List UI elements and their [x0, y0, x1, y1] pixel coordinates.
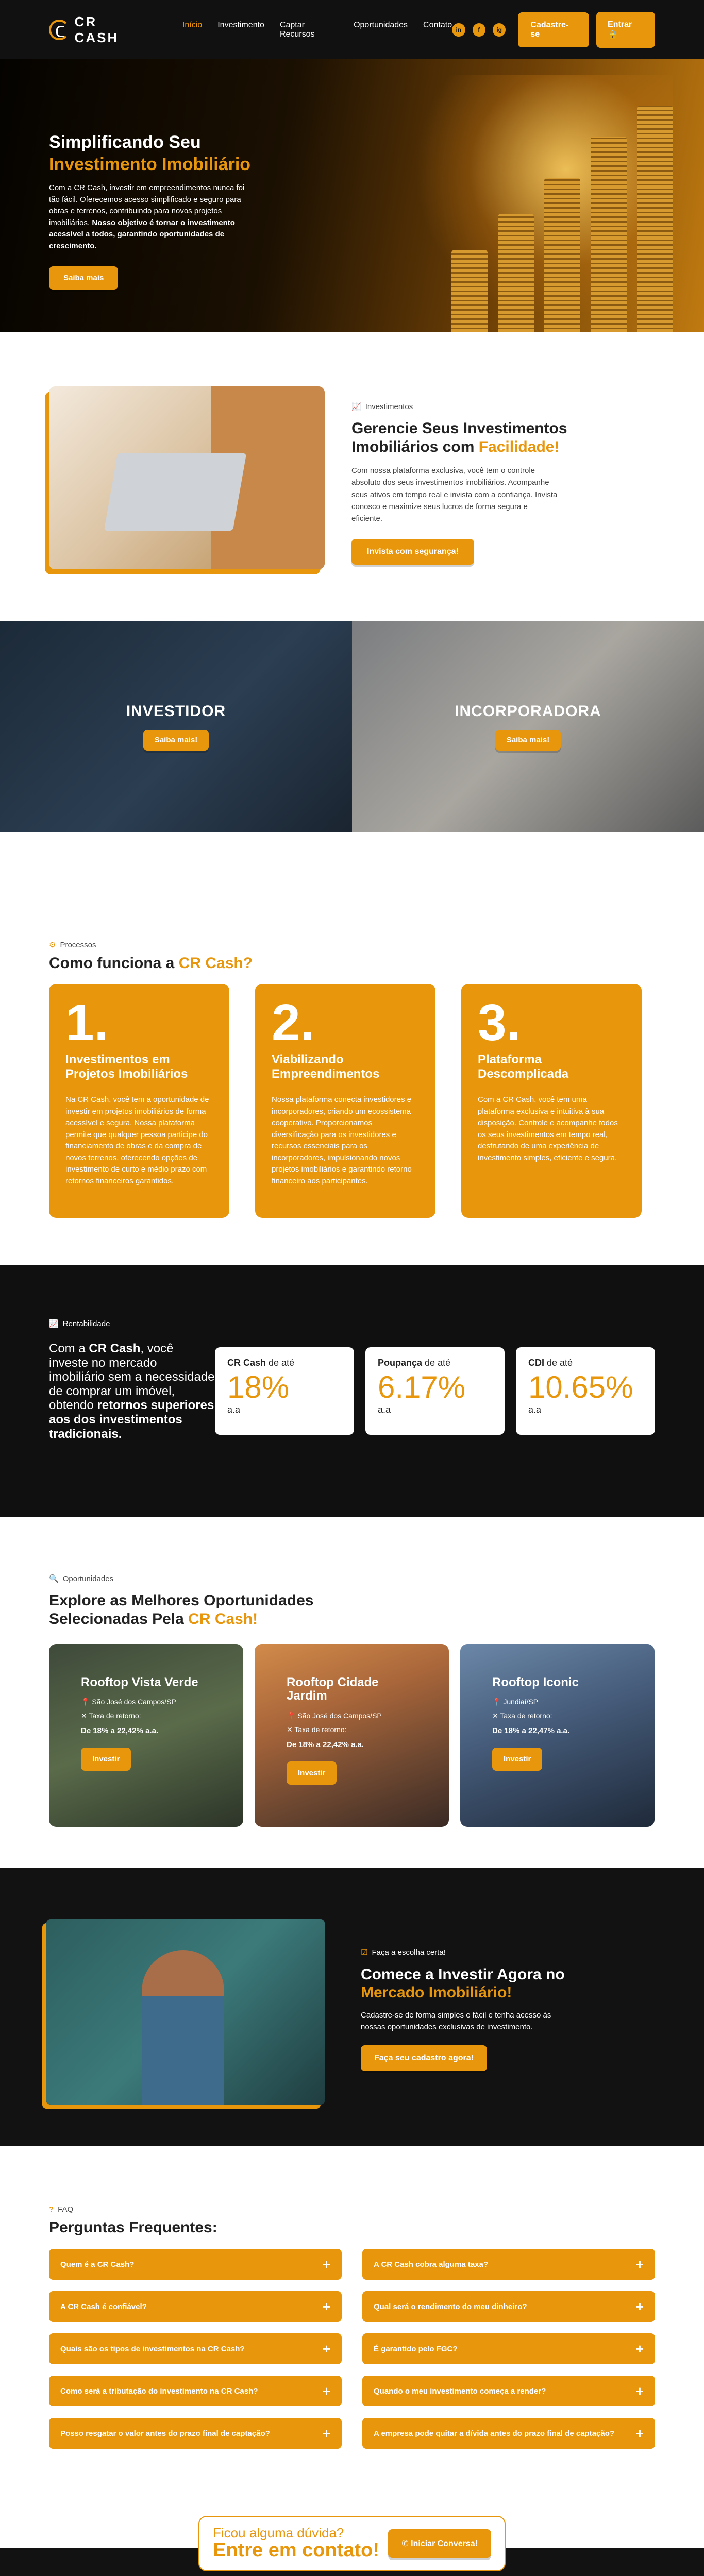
rate-value: 10.65%	[528, 1370, 633, 1404]
project-location: 📍 Jundiaí/SP	[492, 1698, 539, 1706]
photo-person	[142, 1950, 224, 2105]
project-name: Rooftop Cidade Jardim	[287, 1675, 379, 1703]
close-icon: ✕	[287, 1725, 293, 1734]
profitability-section	[0, 1265, 704, 1517]
pin-icon: 📍	[492, 1698, 501, 1706]
opportunity-card: Rooftop Vista Verde 📍 São José dos Campos/SP ✕ Taxa de retorno: De 18% a 22,42% a.a. Investir	[49, 1644, 243, 1827]
check-icon: ☑	[361, 1948, 368, 1957]
pin-icon: 📍	[287, 1711, 296, 1720]
pin-icon: 📍	[81, 1698, 90, 1706]
plus-icon: +	[635, 2341, 644, 2357]
card-text: Com a CR Cash, você tem uma plataforma exclusiva e intuitiva à sua disposição. Controle e acompanhe todos os seus investimentos em tempo real, desfrutando de uma experiência de investimento simples, eficiente e segura.	[478, 1095, 618, 1162]
rate-box-poupanca: Poupança de até 6.17% a.a	[365, 1347, 505, 1435]
plus-icon: +	[322, 2425, 330, 2441]
header-actions	[452, 12, 655, 48]
faq-item[interactable]: A empresa pode quitar a dívida antes do prazo final de captação? +	[362, 2418, 655, 2449]
manage-text: Com nossa plataforma exclusiva, você tem o controle absoluto dos seus investimentos imobiliários. Acompanhe seus ativos em tempo real e invista com a confiança. Invista conosco e maximize seus lucros de forma segura e eficiente.	[351, 466, 558, 523]
contact-banner: Ficou alguma dúvida? Entre em contato! ✆ Iniciar Conversa!	[198, 2516, 506, 2571]
plus-icon: +	[635, 2256, 644, 2272]
hero-title: Simplificando Seu Investimento Imobiliário	[49, 132, 251, 174]
cta-text: Cadastre-se de forma simples e fácil e tenha acesso às nossas oportunidades exclusivas de investimento.	[361, 2011, 551, 2031]
project-rate: De 18% a 22,47% a.a.	[492, 1726, 570, 1736]
invest-safely-button[interactable]: Invista com segurança!	[351, 539, 474, 565]
lock-icon: 🔒	[608, 30, 618, 39]
faq-item[interactable]: Quando o meu investimento começa a render? +	[362, 2376, 655, 2406]
hero-section	[0, 59, 704, 332]
nav-oportunidades[interactable]: Oportunidades	[354, 20, 408, 29]
invest-button[interactable]: Investir	[492, 1748, 542, 1771]
process-card	[255, 984, 435, 1218]
faq-eyebrow: ? FAQ	[49, 2205, 74, 2214]
faq-item[interactable]: Qual será o rendimento do meu dinheiro? +	[362, 2291, 655, 2322]
audience-section	[0, 621, 704, 832]
nav-captar-recursos[interactable]: Captar Recursos	[279, 20, 315, 39]
faq-item[interactable]: É garantido pelo FGC? +	[362, 2333, 655, 2364]
faq-item[interactable]: Quais são os tipos de investimentos na CR Cash? +	[49, 2333, 342, 2364]
nav-contato[interactable]: Contato	[423, 20, 452, 29]
whatsapp-icon: ✆	[401, 2539, 409, 2548]
rate-box-cdi: CDI de até 10.65% a.a	[516, 1347, 655, 1435]
faq-item[interactable]: A CR Cash é confiável? +	[49, 2291, 342, 2322]
rent-eyebrow: 📈 Rentabilidade	[49, 1319, 110, 1328]
cta-eyebrow: ☑ Faça a escolha certa!	[361, 1947, 446, 1957]
rate-value: 18%	[227, 1370, 290, 1404]
developer-title: INCORPORADORA	[455, 702, 601, 720]
chart-icon: 📈	[351, 402, 361, 411]
invest-button[interactable]: Investir	[287, 1761, 337, 1785]
investor-learn-more-button[interactable]: Saiba mais!	[143, 730, 209, 751]
chart-icon: 📈	[49, 1319, 59, 1328]
card-number: 3.	[478, 994, 521, 1052]
process-eyebrow: ⚙ Processos	[49, 940, 96, 950]
process-card	[49, 984, 229, 1218]
faq-item[interactable]: Posso resgatar o valor antes do prazo final de captação? +	[49, 2418, 342, 2449]
process-icon: ⚙	[49, 941, 56, 950]
project-rate: De 18% a 22,42% a.a.	[81, 1726, 159, 1736]
man-with-phone-photo	[46, 1919, 325, 2105]
developer-learn-more-button[interactable]: Saiba mais!	[495, 730, 561, 751]
faq-item[interactable]: A CR Cash cobra alguma taxa? +	[362, 2249, 655, 2280]
project-name: Rooftop Vista Verde	[81, 1675, 198, 1689]
nav-inicio[interactable]: Início	[182, 20, 203, 29]
facebook-icon[interactable]: f	[473, 23, 485, 37]
signup-now-button[interactable]: Faça seu cadastro agora!	[361, 2045, 487, 2071]
rent-text: Com a CR Cash, você investe no mercado imobiliário sem a necessidade de comprar um imóvel, obtendo retornos superiores aos dos investimentos tradicionais.	[49, 1342, 215, 1441]
manage-title: Gerencie Seus Investimentos Imobiliários com Facilidade!	[351, 420, 567, 455]
signup-button[interactable]: Cadastre-se	[518, 12, 589, 47]
process-title: Como funciona a CR Cash?	[49, 955, 253, 972]
plus-icon: +	[322, 2256, 330, 2272]
investor-panel[interactable]	[0, 621, 352, 832]
process-card	[461, 984, 642, 1218]
rate-box-crcash: CR Cash de até 18% a.a	[215, 1347, 354, 1435]
hero-learn-more-button[interactable]: Saiba mais	[49, 266, 118, 290]
plus-icon: +	[635, 2383, 644, 2399]
investor-title: INVESTIDOR	[126, 702, 226, 720]
search-icon: 🔍	[49, 1574, 59, 1583]
nav-investimento[interactable]: Investimento	[217, 20, 264, 29]
instagram-icon[interactable]: ig	[493, 23, 506, 37]
faq-section	[0, 2146, 704, 2548]
close-icon: ✕	[81, 1711, 87, 1720]
invest-button[interactable]: Investir	[81, 1748, 131, 1771]
card-title: Plataforma Descomplicada	[478, 1053, 569, 1081]
manage-eyebrow: 📈 Investimentos	[351, 402, 413, 411]
cta-title: Comece a Investir Agora no Mercado Imobiliário!	[361, 1966, 565, 2001]
opportunities-section	[0, 1517, 704, 1868]
project-name: Rooftop Iconic	[492, 1675, 579, 1689]
close-icon: ✕	[492, 1711, 498, 1720]
plus-icon: +	[322, 2383, 330, 2399]
logo[interactable]: CR CASH	[49, 14, 145, 46]
manage-section	[0, 332, 704, 621]
opp-title: Explore as Melhores Oportunidades Selecionadas Pela CR Cash!	[49, 1592, 314, 1628]
cta-section	[0, 1868, 704, 2146]
process-section	[0, 832, 704, 1265]
card-text: Nossa plataforma conecta investidores e incorporadores, criando um ecossistema cooperativo. Proporcionamos diversificação para os investidores e recursos essenciais para os incorporadores, impulsionando novos projetos imobiliários e garantindo retorno financeiro aos participantes.	[272, 1095, 412, 1185]
login-button[interactable]: Entrar 🔒	[596, 12, 655, 48]
plus-icon: +	[322, 2298, 330, 2314]
start-chat-button[interactable]: ✆ Iniciar Conversa!	[388, 2529, 491, 2558]
plus-icon: +	[635, 2298, 644, 2314]
project-rate: De 18% a 22,42% a.a.	[287, 1740, 364, 1749]
card-title: Viabilizando Empreendimentos	[272, 1053, 380, 1081]
card-number: 1.	[65, 994, 109, 1052]
card-text: Na CR Cash, você tem a oportunidade de investir em projetos imobiliários de forma acessível e segura. Nossa plataforma permite que qualquer pessoa participe do financiamento de obras e da compra de novos terrenos, oferecendo opções de investimento de curto e médio prazo com retornos financeiros garantidos.	[65, 1095, 209, 1185]
plus-icon: +	[322, 2341, 330, 2357]
faq-title: Perguntas Frequentes:	[49, 2219, 217, 2236]
developer-panel[interactable]	[352, 621, 704, 832]
hero-text: Com a CR Cash, investir em empreendimentos nunca foi tão fácil. Oferecemos acesso simplificado e seguro para obras e terrenos, contribuindo para novos projetos imobiliários. Nosso objetivo é tornar o investimento acessível a todos, garantindo oportunidades de crescimento.	[49, 183, 245, 250]
card-number: 2.	[272, 994, 315, 1052]
site-header	[0, 0, 704, 59]
linkedin-icon[interactable]: in	[452, 23, 465, 37]
project-location: 📍 São José dos Campos/SP	[287, 1711, 382, 1720]
photo-laptop	[104, 453, 246, 531]
main-nav	[182, 21, 452, 39]
opportunity-card: Rooftop Iconic 📍 Jundiaí/SP ✕ Taxa de retorno: De 18% a 22,47% a.a. Investir	[460, 1644, 655, 1827]
plus-icon: +	[635, 2425, 644, 2441]
faq-item[interactable]: Quem é a CR Cash? +	[49, 2249, 342, 2280]
faq-item[interactable]: Como será a tributação do investimento na CR Cash? +	[49, 2376, 342, 2406]
question-icon: ?	[49, 2205, 54, 2214]
project-location: 📍 São José dos Campos/SP	[81, 1698, 176, 1706]
rate-value: 6.17%	[378, 1370, 466, 1404]
opportunity-card: Rooftop Cidade Jardim 📍 São José dos Campos/SP ✕ Taxa de retorno: De 18% a 22,42% a.a. Investir	[255, 1644, 449, 1827]
card-title: Investimentos em Projetos Imobiliários	[65, 1053, 188, 1081]
logo-icon	[49, 20, 70, 40]
laptop-photo	[49, 386, 325, 569]
opp-eyebrow: 🔍 Oportunidades	[49, 1574, 114, 1583]
